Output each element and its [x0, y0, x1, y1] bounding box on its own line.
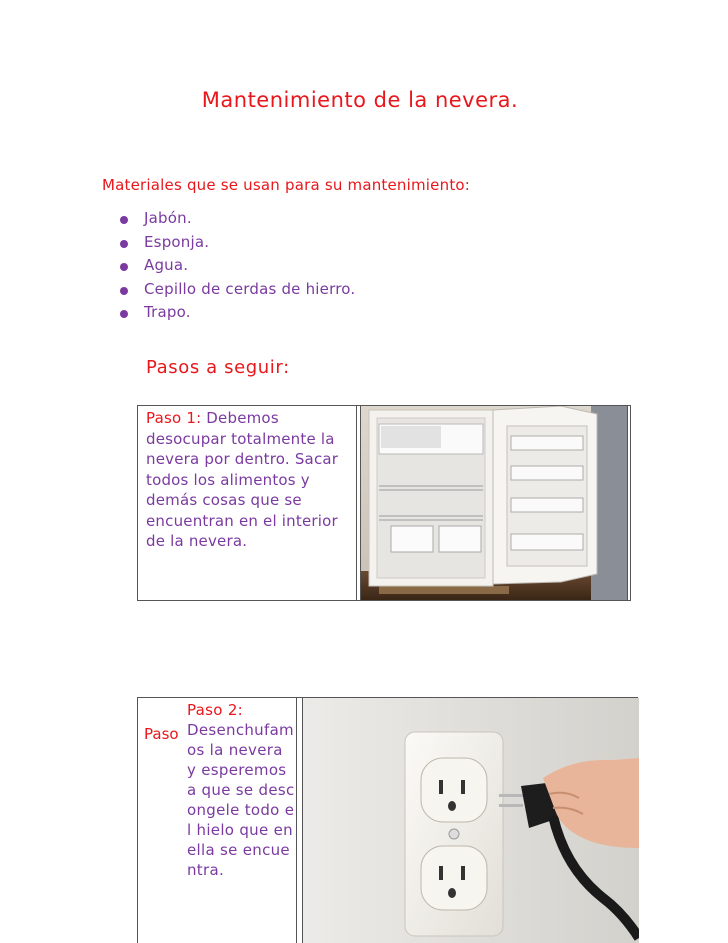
- step2-vertical-label: Paso: [144, 725, 179, 743]
- step1-text-cell: [138, 406, 357, 600]
- list-item: Jabón.: [118, 209, 355, 233]
- step2-label: Paso 2:: [187, 701, 244, 719]
- bullet-icon: [120, 216, 128, 224]
- materials-list: [118, 209, 355, 327]
- bullet-icon: [120, 263, 128, 271]
- list-item: Agua.: [118, 256, 355, 280]
- step1-body: Debemos desocupar totalmente la nevera por dentro. Sacar todos los alimentos y demás cosas que se encuentran en el interior de la nevera.: [146, 409, 339, 550]
- list-item: Esponja.: [118, 233, 355, 257]
- step2-text-cell: [138, 698, 297, 943]
- step2-photo-cell: [302, 698, 639, 943]
- step1-description: [146, 408, 356, 552]
- page-title: Mantenimiento de la nevera.: [201, 88, 519, 112]
- step2-table: [137, 697, 638, 943]
- materials-heading: Materiales que se usan para su mantenimiento:: [102, 176, 471, 194]
- bullet-icon: [120, 287, 128, 295]
- refrigerator-photo: [361, 406, 627, 600]
- steps-heading: Pasos a seguir:: [146, 357, 290, 378]
- step1-table: [137, 405, 631, 601]
- bullet-icon: [120, 310, 128, 318]
- list-item: Trapo.: [118, 303, 355, 327]
- list-item: Cepillo de cerdas de hierro.: [118, 280, 355, 304]
- step1-photo-cell: [360, 406, 628, 600]
- step1-label: Paso 1:: [146, 409, 202, 427]
- step2-description: [187, 700, 295, 880]
- bullet-icon: [120, 240, 128, 248]
- unplug-outlet-photo: [303, 698, 639, 943]
- step2-body: Desenchufamos la nevera y esperemos a que se descongele todo el hielo que en ella se encuentra.: [187, 721, 295, 879]
